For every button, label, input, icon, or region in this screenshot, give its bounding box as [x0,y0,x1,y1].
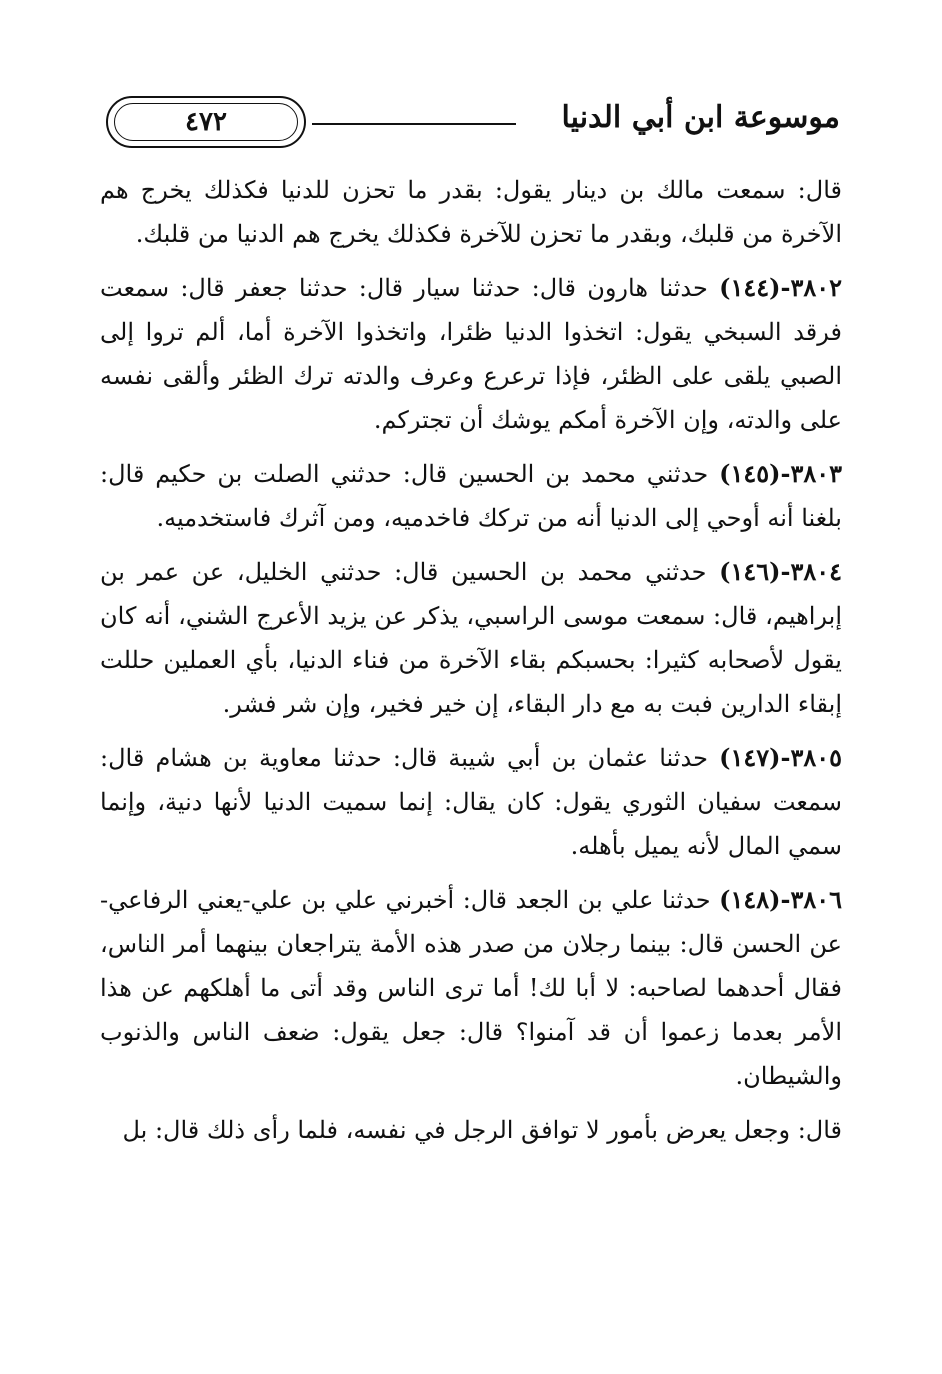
paragraph [100,736,842,868]
paragraph-number: ٣٨٠٦-(١٤٨) [719,885,842,914]
paragraph [100,1108,842,1152]
paragraph-number: ٣٨٠٢-(١٤٤) [719,273,843,302]
paragraph-number: ٣٨٠٥-(١٤٧) [719,743,842,772]
paragraph-number: ٣٨٠٤-(١٤٦) [719,557,842,586]
book-title: موسوعة ابن أبي الدنيا [561,100,840,135]
paragraph-text: حدثنا علي بن الجعد قال: أخبرني علي بن علي-يعني الرفاعي-عن الحسن قال: بينما رجلان من صدر هذه الأمة يتراجعان بينهما أمر الناس، فقال أحدهما لصاحبه: لا أبا لك! أما ترى الناس وقد أتى ما أهلكهم عن هذا الأمر بعدما زعموا أن قد آمنوا؟ قال: جعل يقول: ضعف الناس والذنوب والشيطان. [100,886,842,1090]
paragraph-text: حدثنا هارون قال: حدثنا سيار قال: حدثنا جعفر قال: سمعت فرقد السبخي يقول: اتخذوا الدنيا ظئرا، واتخذوا الآخرة أما، ألم تروا إلى الصبي يلقى على الظئر، فإذا ترعرع وعرف والدته ترك الظئر وألقى نفسه على والدته، وإن الآخرة أمكم يوشك أن تجتركم. [100,274,842,434]
page-content [100,168,842,1162]
paragraph [100,452,842,540]
paragraph-text: حدثني محمد بن الحسين قال: حدثني الخليل، عن عمر بن إبراهيم، قال: سمعت موسى الراسبي، يذكر عن يزيد الأعرج الشني، أنه كان يقول لأصحابه كثيرا: بحسبكم بقاء الآخرة من فناء الدنيا، بأي العملين حللت إبقاء الدارين فبت به مع دار البقاء، إن خير فخير، وإن شر فشر. [100,558,842,718]
page-number-badge [106,96,306,148]
paragraph [100,550,842,726]
paragraph [100,266,842,442]
paragraph [100,168,842,256]
page-number: ٤٧٢ [185,107,227,137]
header-rule [312,123,516,125]
paragraph [100,878,842,1098]
paragraph-text: قال: سمعت مالك بن دينار يقول: بقدر ما تحزن للدنيا فكذلك يخرج هم الآخرة من قلبك، وبقدر ما تحزن للآخرة فكذلك يخرج هم الدنيا من قلبك. [100,176,842,248]
paragraph-text: حدثنا عثمان بن أبي شيبة قال: حدثنا معاوية بن هشام قال: سمعت سفيان الثوري يقول: كان يقال: إنما سميت الدنيا لأنها دنية، وإنما سمي المال لأنه يميل بأهله. [100,744,842,860]
page-header [100,96,840,154]
paragraph-number: ٣٨٠٣-(١٤٥) [719,459,842,488]
paragraph-text: حدثني محمد بن الحسين قال: حدثني الصلت بن حكيم قال: بلغنا أنه أوحي إلى الدنيا أنه من تركك فاخدميه، ومن آثرك فاستخدميه. [100,460,842,532]
page-number-badge-inner [114,103,298,141]
paragraph-text: قال: وجعل يعرض بأمور لا توافق الرجل في نفسه، فلما رأى ذلك قال: بل [122,1116,842,1144]
